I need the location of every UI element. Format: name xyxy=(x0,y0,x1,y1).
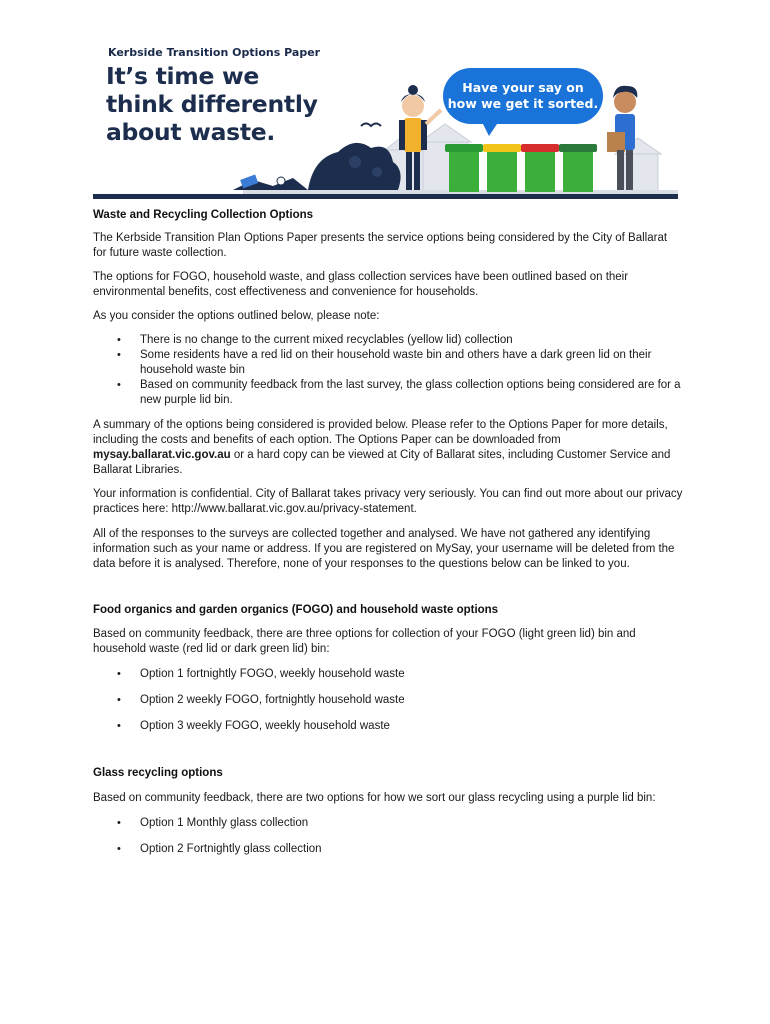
section-heading: Glass recycling options xyxy=(93,767,223,779)
list-item: • Option 2 Fortnightly glass collection xyxy=(93,842,683,857)
headline-line: think differently xyxy=(106,90,318,118)
header-banner xyxy=(93,40,678,200)
document-body xyxy=(93,208,683,857)
paragraph: All of the responses to the surveys are collected together and analysed. We have not gathered any identifying information such as your name or address. If you are registered on MySay, your username will be deleted from the data before it is analysed. Therefore, none of your responses to the questions below can be linked to you. xyxy=(93,528,675,570)
section-heading: Food organics and garden organics (FOGO) and household waste options xyxy=(93,604,499,616)
paragraph: The Kerbside Transition Plan Options Paper presents the service options being considered by the City of Ballarat for future waste collection. xyxy=(93,232,668,259)
headline-line: It’s time we xyxy=(106,62,260,90)
paragraph: Based on community feedback, there are two options for how we sort our glass recycling using a purple lid bin: xyxy=(93,792,656,804)
summary-text: A summary of the options being considered is provided below. Please refer to the Options Paper for more details, including the costs and benefits of each option. The Options Paper can be downloaded from xyxy=(93,419,668,446)
list-item: • Option 1 Monthly glass collection xyxy=(93,816,683,831)
glass-options-list xyxy=(93,816,683,857)
fogo-options-list xyxy=(93,667,683,734)
summary-text: or a hard copy can be viewed at City of Ballarat sites, including Customer Service and Ballarat Libraries. xyxy=(93,449,671,476)
list-item: • Option 3 weekly FOGO, weekly household waste xyxy=(93,719,683,734)
list-item: • Based on community feedback from the last survey, the glass collection options being considered are for a new purple lid bin. xyxy=(93,378,683,408)
headline-line: about waste. xyxy=(106,118,276,146)
list-item: • There is no change to the current mixed recyclables (yellow lid) collection xyxy=(93,333,683,348)
banner-headline xyxy=(106,62,366,146)
document-kicker: Kerbside Transition Options Paper xyxy=(108,46,321,59)
paragraph: The options for FOGO, household waste, and glass collection services have been outlined based on their environmental benefits, cost effectiveness and convenience for households. xyxy=(93,271,629,298)
paragraph xyxy=(93,418,683,478)
paragraph: Your information is confidential. City of Ballarat takes privacy very seriously. You can find out more about our privacy practices here: http://www.ballarat.vic.gov.au/privacy-statement. xyxy=(93,488,683,515)
notes-list xyxy=(93,333,683,408)
speech-line: Have your say on xyxy=(462,80,584,95)
speech-bubble xyxy=(443,68,603,124)
paragraph: Based on community feedback, there are three options for collection of your FOGO (light green lid) bin and household waste (red lid or dark green lid) bin: xyxy=(93,628,636,655)
mysay-link[interactable]: mysay.ballarat.vic.gov.au xyxy=(93,449,231,461)
list-item: • Option 1 fortnightly FOGO, weekly household waste xyxy=(93,667,683,682)
banner-divider xyxy=(93,194,678,199)
list-item: • Some residents have a red lid on their household waste bin and others have a dark green lid on their household waste bin xyxy=(93,348,683,378)
paragraph: As you consider the options outlined below, please note: xyxy=(93,310,380,322)
section-heading: Waste and Recycling Collection Options xyxy=(93,209,314,221)
speech-line: how we get it sorted. xyxy=(447,96,599,111)
list-item: • Option 2 weekly FOGO, fortnightly household waste xyxy=(93,693,683,708)
